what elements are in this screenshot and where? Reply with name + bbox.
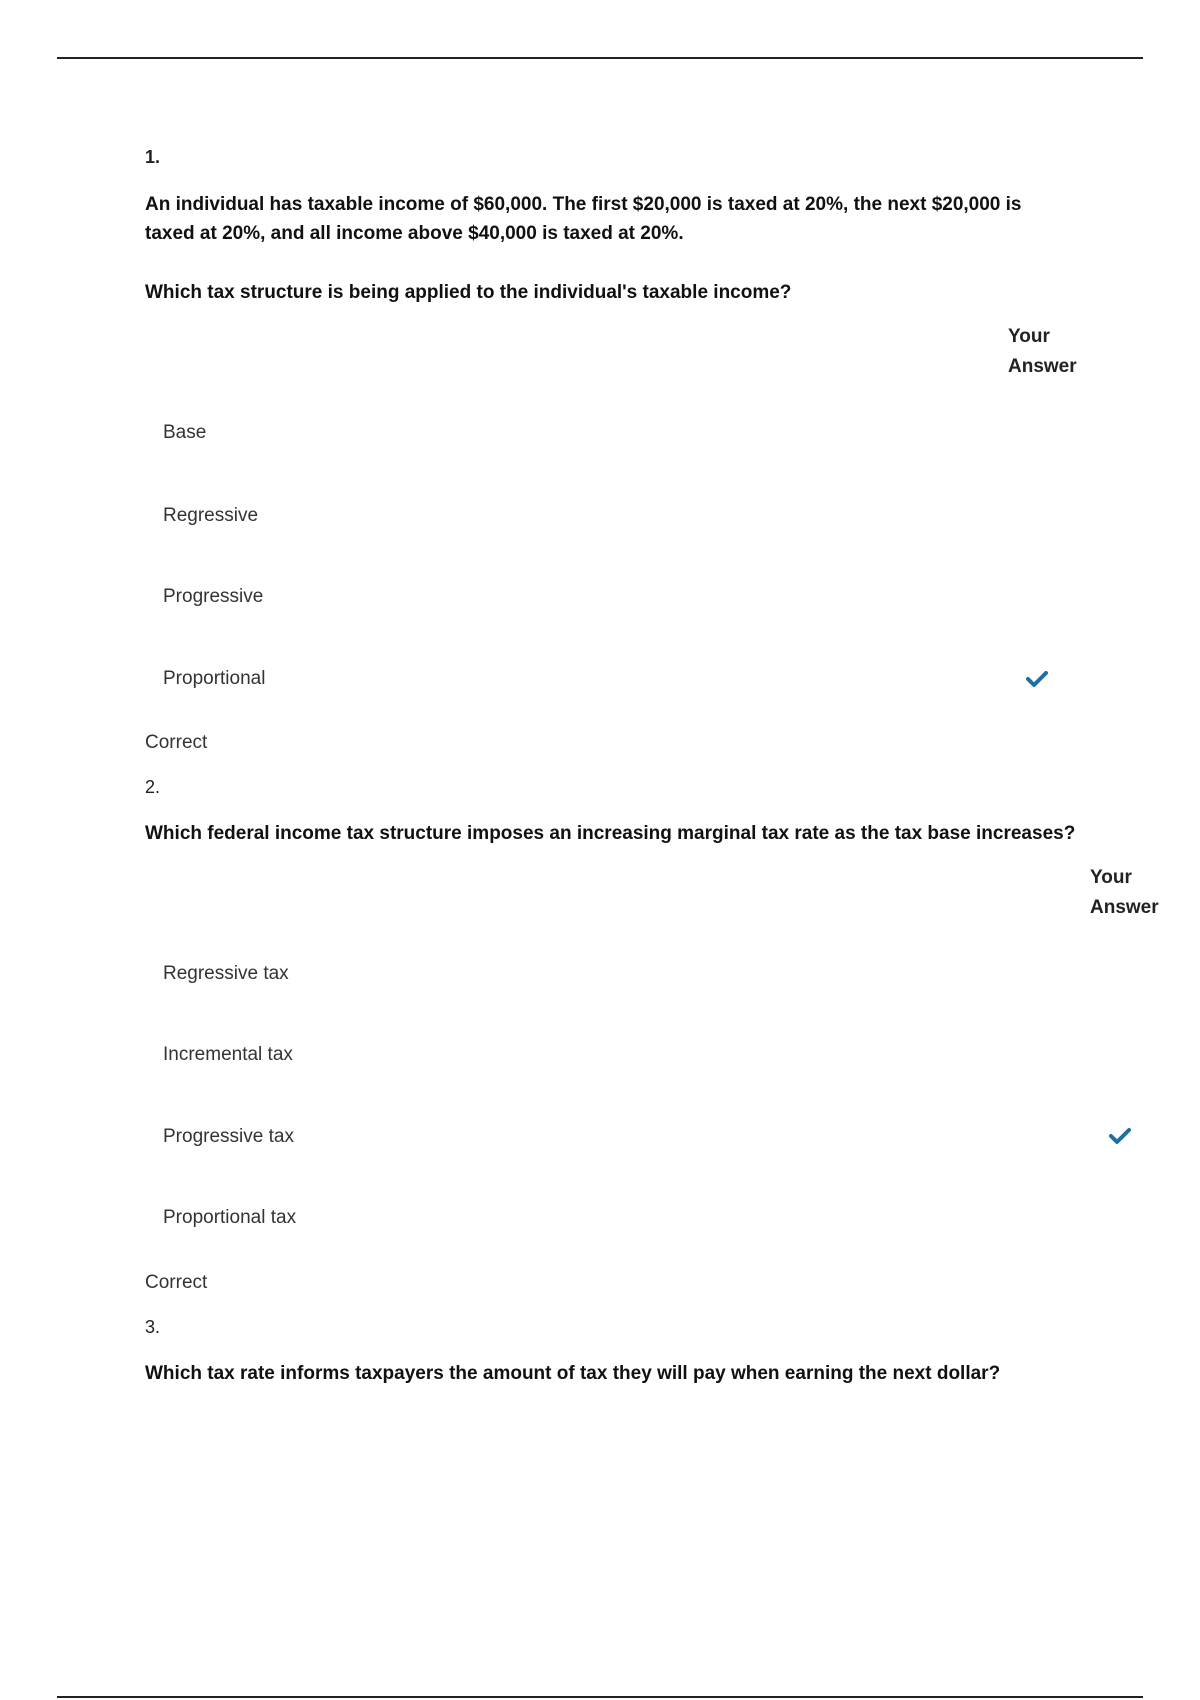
question-2-prompt: Which federal income tax structure imposes an increasing marginal tax rate as the tax base increases? — [145, 823, 1076, 844]
question-1-text-line-1: An individual has taxable income of $60,000. The first $20,000 is taxed at 20%, the next $20,000 is — [145, 194, 1022, 215]
q1-option-base[interactable]: Base — [163, 422, 207, 443]
your-answer-header-2-line-1: Your — [1090, 867, 1132, 888]
question-3-prompt: Which tax rate informs taxpayers the amount of tax they will pay when earning the next dollar? — [145, 1363, 1001, 1384]
your-answer-header-2-line-2: Answer — [1090, 897, 1159, 918]
top-divider — [57, 57, 1143, 59]
your-answer-header-1 — [1008, 322, 1077, 382]
q2-option-incremental-tax[interactable]: Incremental tax — [163, 1044, 293, 1065]
question-1-text — [145, 190, 1105, 248]
question-1-prompt: Which tax structure is being applied to the individual's taxable income? — [145, 282, 792, 303]
q1-option-proportional[interactable]: Proportional — [163, 668, 266, 689]
q2-feedback: Correct — [145, 1272, 208, 1293]
your-answer-header-1-line-1: Your — [1008, 326, 1050, 347]
question-3-number: 3. — [145, 1317, 161, 1337]
your-answer-header-1-line-2: Answer — [1008, 356, 1077, 377]
q2-option-progressive-tax[interactable]: Progressive tax — [163, 1126, 294, 1147]
question-1-number: 1. — [145, 147, 161, 167]
q2-option-proportional-tax[interactable]: Proportional tax — [163, 1207, 297, 1228]
question-2-number: 2. — [145, 777, 161, 797]
q1-option-progressive[interactable]: Progressive — [163, 586, 264, 607]
question-1-text-line-2: taxed at 20%, and all income above $40,000 is taxed at 20%. — [145, 223, 684, 244]
your-answer-header-2 — [1090, 863, 1159, 923]
q1-feedback: Correct — [145, 732, 208, 753]
checkmark-icon — [1109, 1127, 1131, 1145]
bottom-divider — [57, 1696, 1143, 1698]
q2-option-regressive-tax[interactable]: Regressive tax — [163, 963, 289, 984]
q1-option-regressive[interactable]: Regressive — [163, 505, 259, 526]
checkmark-icon — [1026, 670, 1048, 688]
